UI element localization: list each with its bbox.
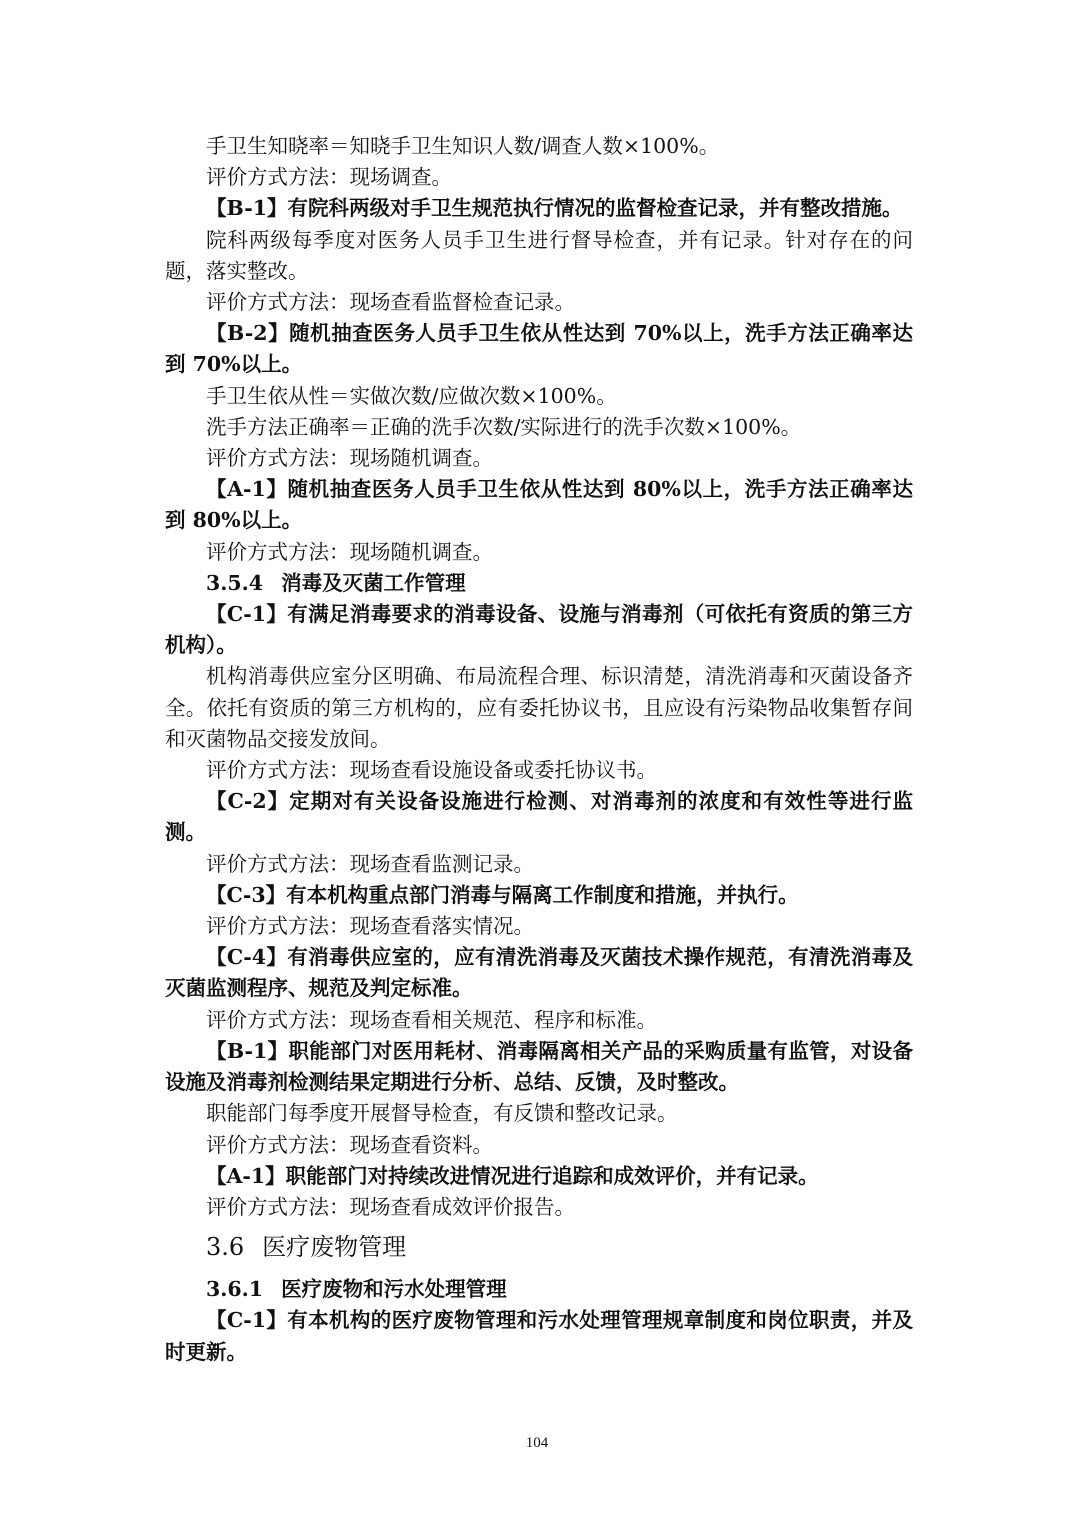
section-number: 3.6 (206, 1233, 245, 1262)
section-title: 消毒及灭菌工作管理 (281, 570, 466, 595)
criterion-b1-disinfection: 【B-1】职能部门对医用耗材、消毒隔离相关产品的采购质量有监管，对设备设施及消毒剂检测结果定期进行分析、总结、反馈，及时整改。 (165, 1038, 913, 1095)
formula-hand-hygiene-awareness: 手卫生知晓率＝知晓手卫生知识人数/调查人数×100%。 (206, 134, 720, 158)
section-heading-3-6-1 (165, 1274, 913, 1305)
evaluation-method: 评价方式方法：现场查看相关规范、程序和标准。 (206, 1007, 657, 1032)
section-number: 3.5.4 (206, 570, 264, 595)
evaluation-method: 评价方式方法：现场随机调查。 (206, 539, 493, 564)
evaluation-method: 评价方式方法：现场随机调查。 (206, 446, 493, 471)
criterion-c4-disinfection: 【C-4】有消毒供应室的，应有清洗消毒及灭菌技术操作规范，有清洗消毒及灭菌监测程序、规范及判定标准。 (165, 945, 913, 1001)
criterion-a1-hand-hygiene: 【A-1】随机抽查医务人员手卫生依从性达到 80%以上，洗手方法正确率达到 80%以上。 (165, 477, 913, 533)
evaluation-method: 评价方式方法：现场查看资料。 (206, 1132, 493, 1157)
criterion-c3-disinfection: 【C-3】有本机构重点部门消毒与隔离工作制度和措施，并执行。 (206, 882, 799, 907)
criterion-b2-hand-hygiene: 【B-2】随机抽查医务人员手卫生依从性达到 70%以上，洗手方法正确率达到 70%以上。 (165, 321, 913, 377)
section-number: 3.6.1 (206, 1277, 264, 1302)
criterion-c1-disinfection: 【C-1】有满足消毒要求的消毒设备、设施与消毒剂（可依托有资质的第三方机构）。 (165, 602, 913, 658)
evaluation-method: 评价方式方法：现场查看监测记录。 (206, 851, 534, 876)
section-heading-3-6 (165, 1223, 913, 1274)
criterion-detail: 院科两级每季度对医务人员手卫生进行督导检查，并有记录。针对存在的问题，落实整改。 (165, 227, 913, 283)
evaluation-method: 评价方式方法：现场查看成效评价报告。 (206, 1194, 575, 1219)
formula-correct-rate: 洗手方法正确率＝正确的洗手次数/实际进行的洗手次数×100%。 (206, 414, 802, 439)
document-body (165, 131, 913, 1368)
evaluation-method: 评价方式方法：现场查看设施设备或委托协议书。 (206, 758, 657, 783)
page-number: 104 (525, 1435, 549, 1451)
criterion-detail: 机构消毒供应室分区明确、布局流程合理、标识清楚，清洗消毒和灭菌设备齐全。依托有资质的第三方机构的，应有委托协议书，且应设有污染物品收集暂存间和灭菌物品交接发放间。 (165, 664, 913, 751)
evaluation-method: 评价方式方法：现场查看监督检查记录。 (206, 290, 575, 315)
section-title: 医疗废物和污水处理管理 (281, 1277, 507, 1302)
section-title: 医疗废物管理 (262, 1233, 407, 1262)
criterion-c2-disinfection: 【C-2】定期对有关设备设施进行检测、对消毒剂的浓度和有效性等进行监测。 (165, 789, 913, 845)
section-heading-3-5-4 (165, 568, 913, 599)
formula-compliance: 手卫生依从性＝实做次数/应做次数×100%。 (206, 383, 617, 408)
evaluation-method: 评价方式方法：现场查看落实情况。 (206, 914, 534, 939)
criterion-detail: 职能部门每季度开展督导检查，有反馈和整改记录。 (206, 1101, 678, 1126)
criterion-a1-disinfection: 【A-1】职能部门对持续改进情况进行追踪和成效评价，并有记录。 (206, 1163, 819, 1188)
evaluation-method: 评价方式方法：现场调查。 (206, 165, 452, 190)
criterion-b1-hand-hygiene: 【B-1】有院科两级对手卫生规范执行情况的监督检查记录，并有整改措施。 (206, 196, 903, 221)
criterion-c1-medical-waste: 【C-1】有本机构的医疗废物管理和污水处理管理规章制度和岗位职责，并及时更新。 (165, 1308, 913, 1364)
